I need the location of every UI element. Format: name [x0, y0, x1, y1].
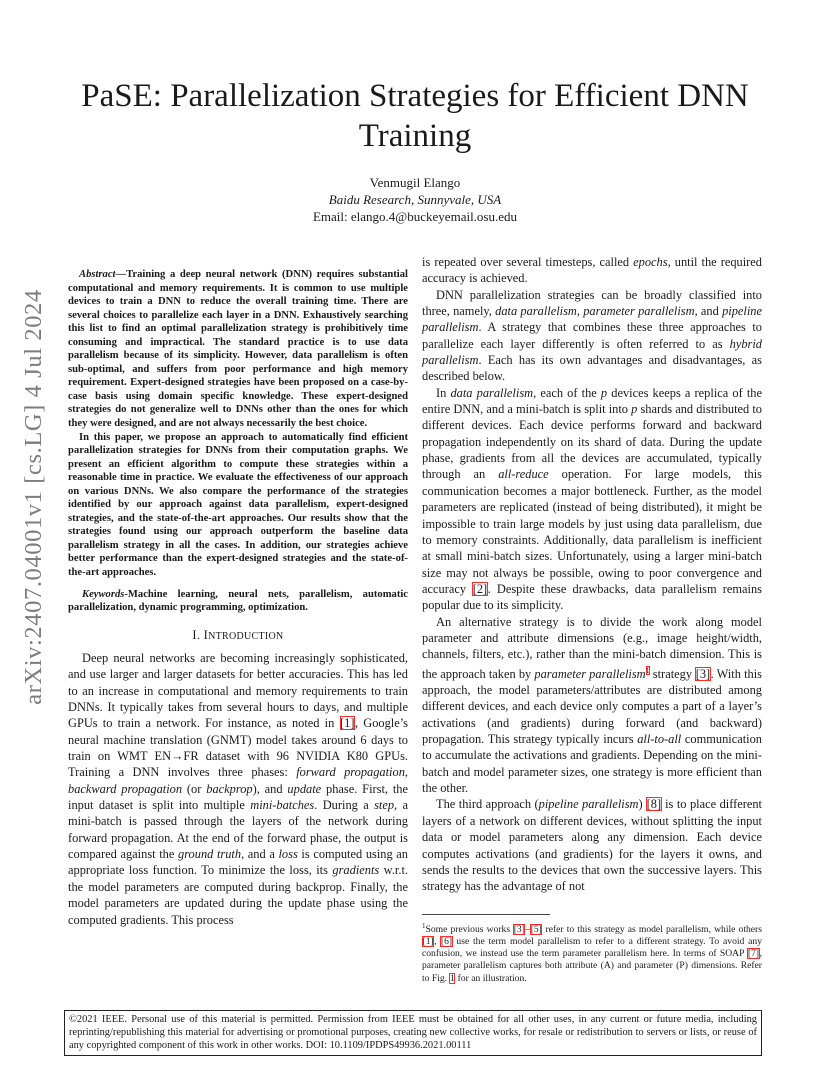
- abstract: [68, 268, 408, 580]
- body-paragraph-strategies: DNN parallelization strategies can be broadly classified into three, namely, data parallelism, parameter parallelism, and pipeline parallelism. A strategy that combines these three approaches to parallelize each layer differently is often referred to as hybrid parallelism. Each has its own advantages and disadvantages, as described below.: [422, 287, 762, 384]
- citation-link[interactable]: [3]: [513, 924, 525, 936]
- keywords-label: Keywords: [82, 588, 125, 600]
- right-column: [422, 254, 762, 895]
- author-name: Venmugil Elango: [369, 175, 461, 190]
- citation-link[interactable]: [6]: [440, 936, 453, 948]
- author-block: [70, 174, 760, 225]
- footnote: $^1$Some previous works [3]–[5] refer to this strategy as model parallelism, while others [1], [6] use the term model parallelism to refer to a different strategy. To avoid any confusion, we instead use the term parameter parallelism here. In terms of SOAP [7], parameter parallelism captures both attribute (A) and parameter (P) dimensions. Refer to Fig. 1 for an illustration.: [422, 922, 763, 984]
- arxiv-side-identifier: [14, 289, 54, 705]
- abstract-label: Abstract: [79, 269, 116, 280]
- intro-paragraph-1: Deep neural networks are becoming increasingly sophisticated, and use larger and larger datasets for better accuracies. This has led to an increase in computational and memory requirements to train DNNs. It typically takes from several hours to days, and multiple GPUs to train a network. For instance, as noted in [1], Google’s neural machine translation (GNMT) model takes around 6 days to train on WMT EN→FR dataset with 96 NVIDIA K80 GPUs. Training a DNN involves three phases: forward propagation, backward propagation (or backprop), and update phase. First, the input dataset is split into multiple mini-batches. During a step, a mini-batch is passed through the layers of the network during forward propagation. At the end of the forward phase, the output is compared against the ground truth, and a loss is computed using an appropriate loss function. To minimize the loss, its gradients w.r.t. the model parameters are computed during backprop. Finally, the model parameters are updated during the update phase using the computed gradients. This process: [68, 651, 409, 927]
- figure-link[interactable]: 1: [449, 972, 455, 984]
- section-heading-introduction: I. INTRODUCTION: [192, 627, 284, 642]
- citation-link[interactable]: [8]: [646, 797, 662, 812]
- arxiv-id-text: arXiv:2407.04001v1 [cs.LG] 4 Jul 2024: [20, 289, 47, 705]
- keywords: Keywords-Machine learning, neural nets, parallelism, automatic parallelization, dynamic programming, optimization.: [68, 588, 408, 614]
- body-paragraph-pipeline-parallelism: The third approach (pipeline parallelism) [8] is to place different layers of a network on different devices, without splitting the input data or model parameters along any dimension. Each device computes activations (and gradients) for the layers it owns, and sends the results to the devices that own the successive layers. This strategy has the advantage of not: [422, 797, 763, 894]
- author-affiliation: Baidu Research, Sunnyvale, USA: [328, 192, 502, 207]
- copyright-notice: ©2021 IEEE. Personal use of this material is permitted. Permission from IEEE must be obtained for all other uses, in any current or future media, including reprinting/republishing this material for advertising or promotional purposes, creating new collective works, for resale or redistribution to servers or lists, or reuse of any copyrighted component of this work in other works. DOI: 10.1109/IPDPS49936.2021.00111: [64, 1010, 762, 1056]
- body-paragraph-continued: is repeated over several timesteps, called epochs, until the required accuracy is achieved.: [422, 255, 763, 286]
- citation-link[interactable]: [2]: [472, 581, 488, 596]
- body-paragraph-parameter-parallelism: An alternative strategy is to divide the work along model parameter and attribute dimensions (e.g., image height/width, channels, filters, etc.), rather than the mini-batch dimension. This is the approach taken by parameter parallelism$^1$ strategy [3]. With this approach, the model parameters/attributes are distributed among different devices, and each device only computes a part of a layer’s activations (and gradients) during forward (and backward) propagation. This strategy typically incurs all-to-all communication to accumulate the activations and gradients. Depending on the mini-batch and model parameter sizes, one strategy is more efficient than the other.: [422, 614, 763, 796]
- author-email: Email: elango.4@buckeyemail.osu.edu: [312, 209, 518, 224]
- footnote-rule: [422, 914, 550, 915]
- paper-title: PaSE: Parallelization Strategies for Efficient DNN Training: [81, 78, 749, 154]
- citation-link[interactable]: [7]: [747, 948, 760, 960]
- citation-link[interactable]: [5]: [530, 924, 542, 936]
- citation-link[interactable]: [1]: [422, 936, 434, 948]
- left-column: [68, 268, 408, 928]
- footnote-link[interactable]: 1: [645, 665, 650, 675]
- body-paragraph-data-parallelism: In data parallelism, each of the p devices keeps a replica of the entire DNN, and a mini-batch is split into p shards and distributed to different devices. Each device performs forward and backward propagation independently on its shard of data. During the update phase, gradients from all the devices are accumulated, typically through an all-reduce operation. For large models, this communication becomes a major bottleneck. Further, as the model parameters are replicated (instead of being distributed), it might be impossible to train large models by just using data parallelism, due to memory constraints. Additionally, data parallelism is inefficient at small mini-batch sizes. Unfortunately, using a larger mini-batch size may not always be possible, owing to poor convergence and accuracy [2]. Despite these drawbacks, data parallelism remains popular due to its simplicity.: [422, 385, 763, 613]
- abstract-paragraph-2: In this paper, we propose an approach to automatically find efficient parallelization strategies for DNNs from their computation graphs. We present an efficient algorithm to compute these strategies within a reasonable time in practice. We evaluate the effectiveness of our approach on various DNNs. We also compare the performance of the strategies identified by our approach against data parallelism, expert-designed strategies, and the state-of-the-art approaches. Our results show that the strategies found using our approach outperform the baseline data parallelism strategy in all the cases. In addition, our strategies achieve better performance than the expert-designed strategies and the state-of-the-art approaches.: [68, 431, 408, 579]
- citation-link[interactable]: [3]: [695, 666, 711, 681]
- citation-link[interactable]: [1]: [340, 716, 355, 731]
- abstract-paragraph-1: Abstract—Training a deep neural network (DNN) requires substantial computational and memory requirements. It is common to use multiple devices to train a DNN to reduce the overall training time. There are several choices to parallelize each layer in a DNN. Exhaustively searching this list to find an optimal parallelization strategy is prohibitively time consuming and impractical. The standard practice is to use data parallelism because of its simplicity. However, data parallelism is often sub-optimal, and suffers from poor performance and high memory requirement. Expert-designed strategies have been proposed on a case-by-case basis using domain specific knowledge. These expert-designed strategies do not generalize well to DNNs other than the ones for which they were designed, and are not always necessarily the best choice.: [68, 269, 408, 430]
